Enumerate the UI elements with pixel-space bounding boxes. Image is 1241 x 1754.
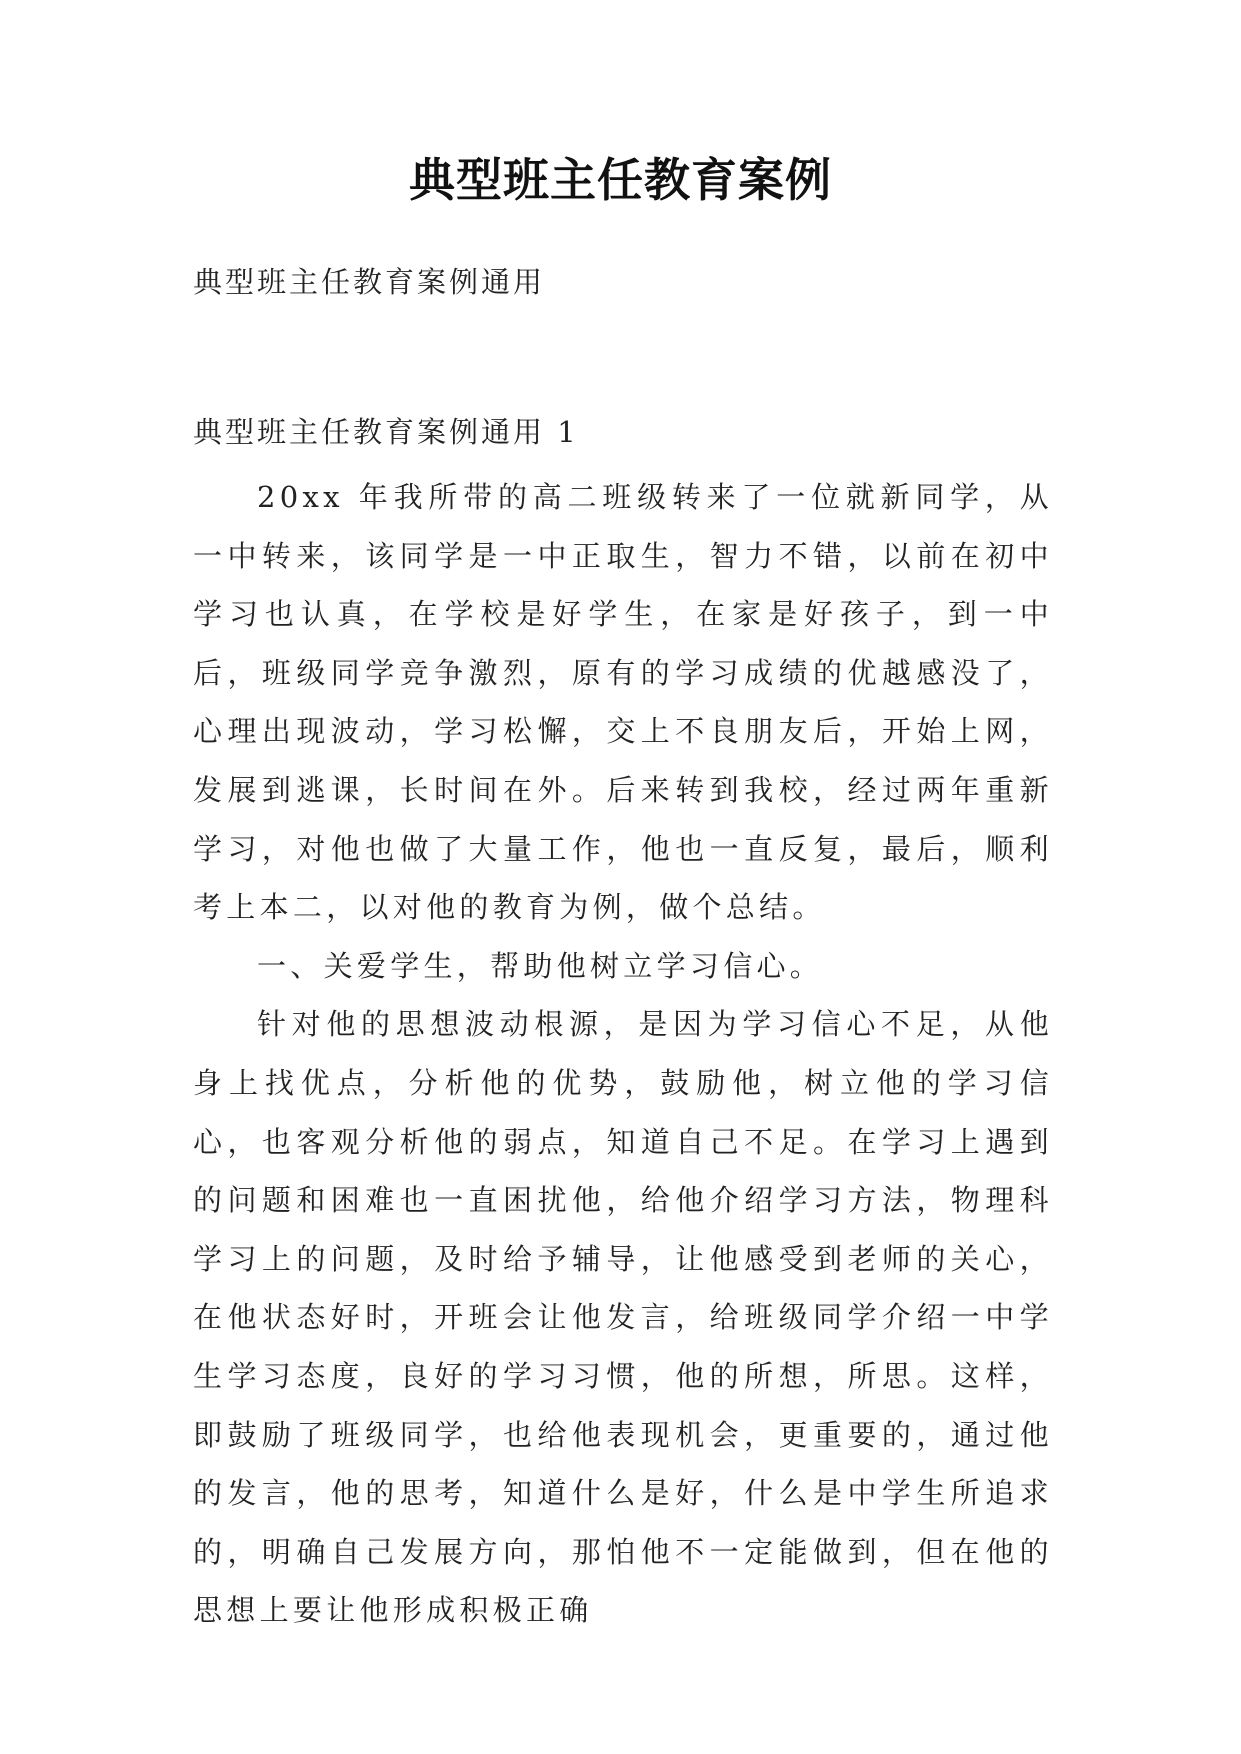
paragraph-intro: 20xx 年我所带的高二班级转来了一位就新同学，从一中转来，该同学是一中正取生，智力不错，以前在初中学习也认真，在学校是好学生，在家是好孩子，到一中后，班级同学竞争激烈，原有的学习成绩的优越感没了，心理出现波动，学习松懈，交上不良朋友后，开始上网，发展到逃课，长时间在外。后来转到我校，经过两年重新学习，对他也做了大量工作，他也一直反复，最后，顺利考上本二，以对他的教育为例，做个总结。 <box>193 480 1053 925</box>
document-body <box>193 468 1053 1640</box>
paragraph-point-body: 针对他的思想波动根源，是因为学习信心不足，从他身上找优点，分析他的优势，鼓励他，树立他的学习信心，也客观分析他的弱点，知道自己不足。在学习上遇到的问题和困难也一直困扰他，给他介绍学习方法，物理科学习上的问题，及时给予辅导，让他感受到老师的关心，在他状态好时，开班会让他发言，给班级同学介绍一中学生学习态度，良好的学习习惯，他的所想，所思。这样，即鼓励了班级同学，也给他表现机会，更重要的，通过他的发言，他的思考，知道什么是好，什么是中学生所追求的，明确自己发展方向，那怕他不一定能做到，但在他的思想上要让他形成积极正确 <box>193 1007 1053 1628</box>
document-title: 典型班主任教育案例 <box>409 153 832 207</box>
document-subtitle: 典型班主任教育案例通用 <box>193 265 546 299</box>
section-heading: 典型班主任教育案例通用 1 <box>193 415 579 449</box>
paragraph-point-heading: 一、关爱学生，帮助他树立学习信心。 <box>257 948 824 983</box>
